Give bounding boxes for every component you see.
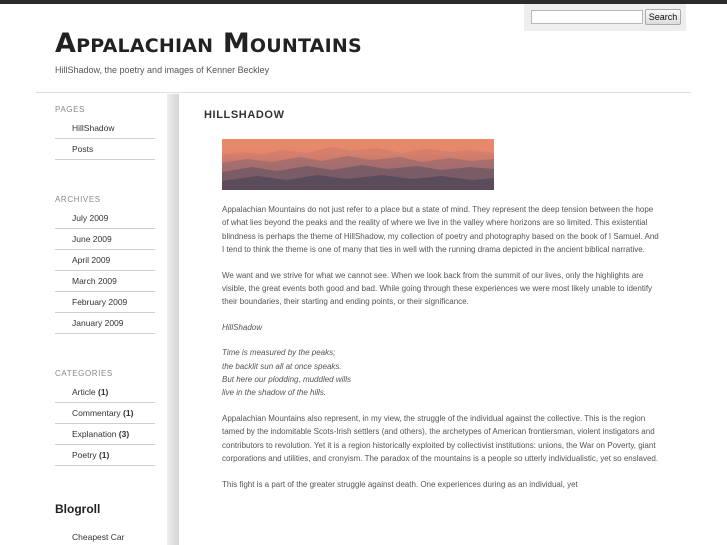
- sidebar: [36, 94, 167, 545]
- category-count: (1): [98, 450, 110, 460]
- categories-heading: CATEGORIES: [55, 369, 113, 378]
- page-link-posts[interactable]: Posts: [55, 139, 155, 160]
- mountain-ridges-graphic: [222, 139, 494, 190]
- category-label: Commentary: [72, 408, 121, 418]
- search-input[interactable]: [531, 10, 643, 24]
- blogroll-heading: Blogroll: [55, 502, 101, 516]
- post-paragraph: Appalachian Mountains also represent, in my view, the struggle of the individual against the collective. This is the region tamed by the indomitable Scots-Irish settlers (and others), the archetypes of American frontiersman, violent instigators and contributors to revolution. Yet it is a region historically exploited by collectivist institutions: unions, the War on Poverty, giant corporations and utilities, and cronyism. The paradox of the mountains is a people so utterly individualistic, yet so enslaved.: [222, 413, 659, 464]
- categories-list: [55, 382, 155, 466]
- archive-link-june-2009[interactable]: June 2009: [55, 229, 155, 250]
- site-title[interactable]: Appalachian Mountains: [55, 28, 362, 59]
- archives-list: [55, 208, 155, 334]
- post-paragraph: Appalachian Mountains do not just refer to a place but a state of mind. They represent the deep tension between the hope of what lies beyond the peaks and the reality of where we live in the valley where horizons are so limited. This existential blindness is perhaps the theme of HillShadow, my collection of poetry and photography based on the book of I Samuel. And I tend to think the theme is one of many that ties in well with the running drama depicted in the ancient biblical narrative.: [222, 205, 659, 255]
- poem-line: Time is measured by the peaks;: [222, 348, 336, 358]
- post-paragraph: We want and we strive for what we cannot see. When we look back from the summit of our lives, only the highlights are visible, the great events both good and bad. While going through these experiences we were most likely unable to identify their boundaries, their starting and ending points, or their significance.: [222, 270, 653, 307]
- archive-link-april-2009[interactable]: April 2009: [55, 250, 155, 271]
- poem-line: the backlit sun all at once speaks.: [222, 361, 342, 371]
- category-label: Poetry: [72, 450, 97, 460]
- category-link-commentary[interactable]: [55, 403, 155, 424]
- category-link-explanation[interactable]: [55, 424, 155, 445]
- poem: [222, 346, 662, 400]
- post-paragraph: This fight is a part of the greater struggle against death. One experiences during as an individual, yet: [222, 479, 578, 489]
- pages-list: [55, 118, 155, 160]
- site-description: HillShadow, the poetry and images of Kenner Beckley: [55, 65, 270, 75]
- category-link-poetry[interactable]: [55, 445, 155, 466]
- post-title[interactable]: HILLSHADOW: [204, 109, 285, 121]
- category-link-article[interactable]: [55, 382, 155, 403]
- blogroll-link-cheapest-car[interactable]: Cheapest Car: [72, 532, 125, 542]
- category-label: Article: [72, 387, 96, 397]
- header-divider: [36, 92, 691, 93]
- search-form: [524, 4, 686, 31]
- category-count: (1): [98, 387, 109, 397]
- archive-link-july-2009[interactable]: July 2009: [55, 208, 155, 229]
- category-count: (1): [123, 408, 134, 418]
- poem-title: HillShadow: [222, 322, 263, 332]
- archives-heading: ARCHIVES: [55, 195, 101, 204]
- post-body: [222, 203, 662, 503]
- poem-line: But here our plodding, muddled wills: [222, 375, 351, 385]
- archive-link-january-2009[interactable]: January 2009: [55, 313, 155, 334]
- pages-heading: PAGES: [55, 105, 85, 114]
- page-link-hillshadow[interactable]: HillShadow: [55, 118, 155, 139]
- archive-link-february-2009[interactable]: February 2009: [55, 292, 155, 313]
- mountain-banner-image: [222, 139, 494, 190]
- category-label: Explanation: [72, 429, 117, 439]
- archive-link-march-2009[interactable]: March 2009: [55, 271, 155, 292]
- column-divider: [167, 94, 179, 545]
- main-content: [179, 94, 691, 545]
- category-count: (3): [118, 429, 130, 439]
- search-button[interactable]: Search: [645, 9, 681, 25]
- poem-line: live in the shadow of the hills.: [222, 388, 327, 398]
